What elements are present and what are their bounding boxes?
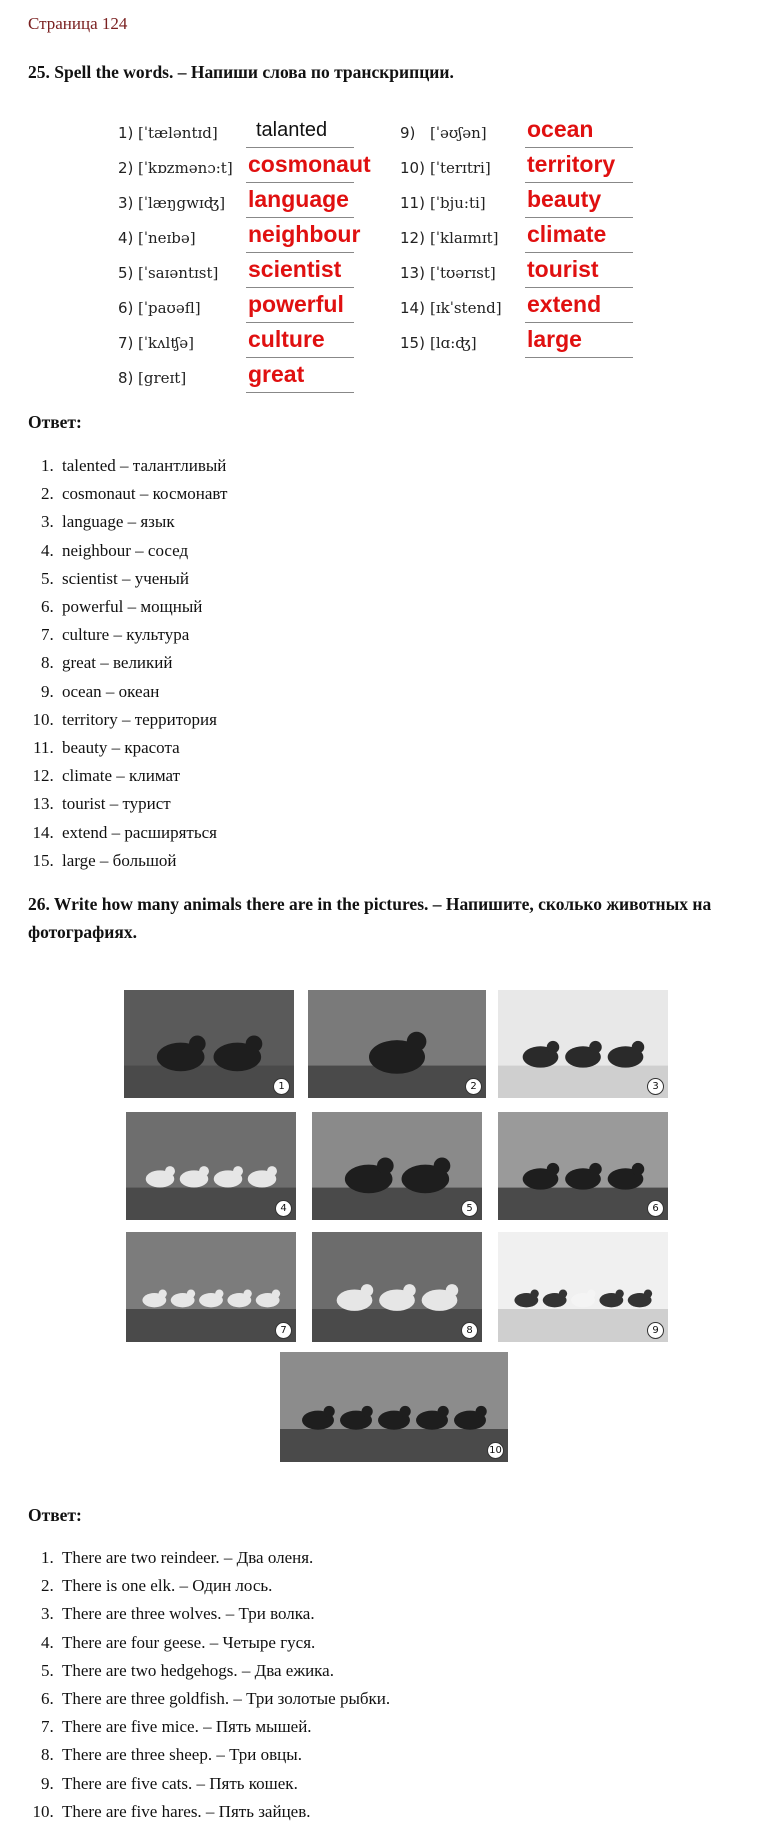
transcription: [ˈlæŋgwɪʤ]	[138, 194, 226, 212]
hedgehogs-photo	[312, 1112, 482, 1220]
answer-line	[525, 217, 633, 218]
item-number: 1)	[118, 124, 134, 142]
photo-number-badge: 4	[275, 1200, 292, 1217]
answer-line	[246, 252, 354, 253]
transcription: [ˈtælǝntɪd]	[138, 124, 218, 142]
item-number: 10)	[400, 159, 425, 177]
task-25-heading: 25. Spell the words. – Напиши слова по транскрипции.	[28, 62, 454, 82]
answer-item: 6. There are three goldfish. – Три золотые рыбки.	[58, 1685, 390, 1713]
worksheet-item	[400, 293, 670, 323]
transcription: [ˈterɪtri]	[430, 159, 491, 177]
photo-number-badge: 6	[647, 1200, 664, 1217]
answer-item: 3. There are three wolves. – Три волка.	[58, 1600, 390, 1628]
answer-item: 3. language – язык	[58, 508, 227, 536]
worksheet-item	[118, 258, 388, 288]
transcription: [ˈklaɪmɪt]	[430, 229, 499, 247]
page-title: Страница 124	[28, 14, 128, 33]
transcription: [greɪt]	[138, 369, 187, 387]
transcription: [ˈsaɪǝntɪst]	[138, 264, 219, 282]
worksheet-item	[118, 188, 388, 218]
worksheet-item	[400, 258, 670, 288]
worksheet-item	[400, 223, 670, 253]
transcription: [ˈkʌlʧǝ]	[138, 334, 195, 352]
photo-number-badge: 1	[273, 1078, 290, 1095]
handwritten-answer: language	[248, 186, 349, 212]
item-number: 15)	[400, 334, 425, 352]
worksheet-item	[118, 118, 388, 148]
answer-line	[246, 287, 354, 288]
answer-line	[525, 252, 633, 253]
worksheet-item	[118, 293, 388, 323]
handwritten-answer: talanted	[256, 119, 328, 141]
item-number: 4)	[118, 229, 134, 247]
answer-line	[246, 322, 354, 323]
answer-item: 5. There are two hedgehogs. – Два ежика.	[58, 1657, 390, 1685]
answer-line	[246, 357, 354, 358]
answer-item: 1. talented – талантливый	[58, 452, 227, 480]
transcription: [ˈneɪbǝ]	[138, 229, 196, 247]
answer-item: 8. There are three sheep. – Три овцы.	[58, 1741, 390, 1769]
transcription: [ˈtʊǝrɪst]	[430, 264, 496, 282]
photo-number-badge: 8	[461, 1322, 478, 1339]
answer-line	[246, 392, 354, 393]
handwritten-answer: tourist	[527, 256, 599, 282]
hares-photo	[280, 1352, 508, 1462]
task-26-answer-label: Ответ:	[28, 1505, 82, 1525]
handwritten-answer: culture	[248, 326, 325, 352]
answer-line	[525, 287, 633, 288]
handwritten-answer: territory	[527, 151, 616, 177]
task-25-answer-label: Ответ:	[28, 412, 82, 432]
item-number: 9)	[400, 124, 416, 142]
worksheet-item	[118, 328, 388, 358]
item-number: 6)	[118, 299, 134, 317]
item-number: 5)	[118, 264, 134, 282]
answer-item: 7. There are five mice. – Пять мышей.	[58, 1713, 390, 1741]
answer-item: 15. large – большой	[58, 847, 227, 875]
answer-line	[525, 147, 633, 148]
transcription: [ˈǝʊʃǝn]	[430, 124, 487, 142]
photo-number-badge: 10	[487, 1442, 504, 1459]
item-number: 7)	[118, 334, 134, 352]
photo-number-badge: 5	[461, 1200, 478, 1217]
handwritten-answer: great	[248, 361, 305, 387]
cats-photo	[498, 1232, 668, 1342]
handwritten-answer: scientist	[248, 256, 342, 282]
item-number: 3)	[118, 194, 134, 212]
worksheet-item	[118, 363, 388, 393]
reindeer-photo	[124, 990, 294, 1098]
item-number: 8)	[118, 369, 134, 387]
answer-line	[246, 182, 354, 183]
goldfish-photo	[498, 1112, 668, 1220]
handwritten-answer: large	[527, 326, 582, 352]
answer-item: 14. extend – расширяться	[58, 819, 227, 847]
answer-item: 1. There are two reindeer. – Два оленя.	[58, 1544, 390, 1572]
answer-item: 13. tourist – турист	[58, 790, 227, 818]
worksheet-item	[118, 153, 388, 183]
item-number: 2)	[118, 159, 134, 177]
handwritten-answer: beauty	[527, 186, 602, 212]
transcription: [ˈkɒzmǝnɔ:t]	[138, 159, 233, 177]
answer-item: 2. cosmonaut – космонавт	[58, 480, 227, 508]
photo-number-badge: 2	[465, 1078, 482, 1095]
item-number: 14)	[400, 299, 425, 317]
transcription: [lɑ:ʤ]	[430, 334, 477, 352]
answer-line	[525, 322, 633, 323]
handwritten-answer: climate	[527, 221, 607, 247]
photo-number-badge: 9	[647, 1322, 664, 1339]
answer-item: 9. ocean – океан	[58, 678, 227, 706]
task-25-answer-list	[28, 452, 227, 875]
answer-line	[246, 147, 354, 148]
answer-item: 12. climate – климат	[58, 762, 227, 790]
handwritten-answer: cosmonaut	[248, 151, 371, 177]
answer-item: 7. culture – культура	[58, 621, 227, 649]
task-26-heading: 26. Write how many animals there are in the pictures. – Напишите, сколько животных на фотографиях.	[28, 894, 712, 942]
mice-photo	[126, 1232, 296, 1342]
worksheet-item	[400, 328, 670, 358]
answer-item: 6. powerful – мощный	[58, 593, 227, 621]
handwritten-answer: neighbour	[248, 221, 361, 247]
geese-photo	[126, 1112, 296, 1220]
answer-line	[525, 357, 633, 358]
sheep-photo	[312, 1232, 482, 1342]
handwritten-answer: powerful	[248, 291, 344, 317]
answer-item: 11. beauty – красота	[58, 734, 227, 762]
answer-item: 5. scientist – ученый	[58, 565, 227, 593]
photo-number-badge: 7	[275, 1322, 292, 1339]
answer-item: 4. There are four geese. – Четыре гуся.	[58, 1629, 390, 1657]
worksheet-item	[400, 188, 670, 218]
answer-item: 10. territory – территория	[58, 706, 227, 734]
transcription: [ɪkˈstend]	[430, 299, 502, 317]
answer-item: 2. There is one elk. – Один лось.	[58, 1572, 390, 1600]
wolves-photo	[498, 990, 668, 1098]
answer-item: 4. neighbour – сосед	[58, 537, 227, 565]
handwritten-answer: extend	[527, 291, 602, 317]
transcription: [ˈpaʊǝfl]	[138, 299, 201, 317]
elk-photo	[308, 990, 486, 1098]
answer-line	[525, 182, 633, 183]
item-number: 11)	[400, 194, 425, 212]
answer-item: 8. great – великий	[58, 649, 227, 677]
worksheet-item	[400, 118, 670, 148]
worksheet-item	[400, 153, 670, 183]
worksheet-item	[118, 223, 388, 253]
spelling-worksheet	[118, 118, 678, 398]
task-26-answer-list	[28, 1544, 390, 1826]
photo-number-badge: 3	[647, 1078, 664, 1095]
item-number: 13)	[400, 264, 425, 282]
item-number: 12)	[400, 229, 425, 247]
answer-item: 10. There are five hares. – Пять зайцев.	[58, 1798, 390, 1826]
handwritten-answer: ocean	[527, 116, 594, 142]
answer-line	[246, 217, 354, 218]
answer-item: 9. There are five cats. – Пять кошек.	[58, 1770, 390, 1798]
transcription: [ˈbju:ti]	[430, 194, 486, 212]
